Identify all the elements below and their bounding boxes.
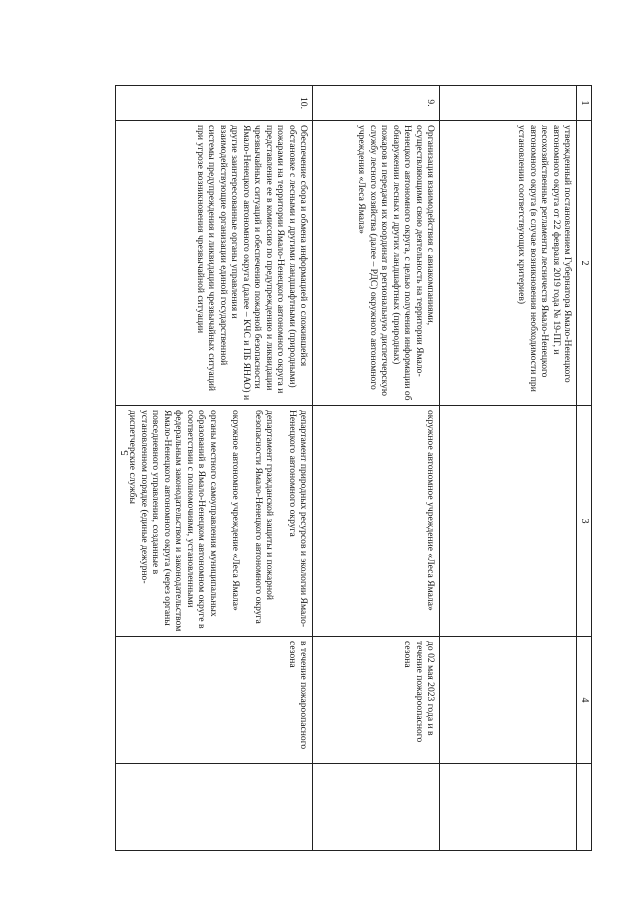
deadline-cell [440,637,577,764]
measures-table [116,85,593,851]
measure-cell: утвержденный постановлением Губернатора Ямало-Ненецкого автономного округа от 22 февраля 2019 года № 19-ПГ, и лесохозяйственные регламенты лесничеств Ямало-Ненецкого автономного округа (в случае возникновения необходимости при установлении соответствующих критериев) [440,121,577,406]
executor-item: органы местного самоуправления муниципальных образований в Ямало-Ненецком автономном округе в соответствии с полномочиями, установленными федеральным законодательством и законодательством Ямало-Ненецкого автономного округа (через органы повседневного управления, созданные в установленном порядке (единые дежурно-диспетчерские службы [127,410,219,632]
header-col-1: 1 [577,86,592,121]
table-row-10 [116,86,313,851]
executors-cell [116,406,313,637]
note-cell [440,764,577,851]
executors-cell [313,406,440,637]
executor-item: окружное автономное учреждение «Леса Ямала» [230,410,242,611]
measure-cell: Организация взаимодействия с авиакомпаниями, осуществляющими свою деятельность на территории Ямало-Ненецкого автономного округа, с целью получения информации об обнаружении лесных и других ландшафтных (природных) пожаров и передачи их координат в региональную диспетчерскую службу лесного хозяйства (далее – РДС) окружного автономного учреждения «Леса Ямала» [313,121,440,406]
header-col-3: 3 [577,406,592,637]
header-col-4: 4 [577,637,592,764]
executor-item: департамент гражданской защиты и пожарной безопасности Ямало-Ненецкого автономного округа [253,410,276,624]
row-number: 10. [116,86,313,121]
table-row-continuation [440,86,577,851]
rotated-table-sheet [112,85,592,805]
table-header-row [577,86,592,851]
deadline-cell: до 02 мая 2023 года и в течение пожароопасного сезона [313,637,440,764]
note-cell [313,764,440,851]
note-cell [116,764,313,851]
table-row-9 [313,86,440,851]
deadline-cell: в течение пожароопасного сезона [116,637,313,764]
executor-item: департамент природных ресурсов и экологии Ямало-Ненецкого автономного округа [287,410,310,628]
page-number: 5 [119,450,131,456]
row-number: 9. [313,86,440,121]
executors-cell [440,406,577,637]
executor-item: окружное автономное учреждение «Леса Ямала» [425,410,437,611]
header-col-2: 2 [577,121,592,406]
measure-cell: Обеспечение сбора и обмена информацией о сложившейся обстановке с лесными и другими ландшафтными (природными) пожарами на территории Ямало-Ненецкого автономного округа и представление ее в комиссию по предупреждению и ликвидации чрезвычайных ситуаций и обеспечению пожарной безопасности Ямало-Ненецкого автономного округа (далее – КЧС и ПБ ЯНАО) и другие заинтересованные органы управления и взаимодействующие организации единой государственной системы предупреждения и ликвидации чрезвычайных ситуаций при угрозе возникновения чрезвычайной ситуации [116,121,313,406]
row-number [440,86,577,121]
header-col-5 [577,764,592,851]
